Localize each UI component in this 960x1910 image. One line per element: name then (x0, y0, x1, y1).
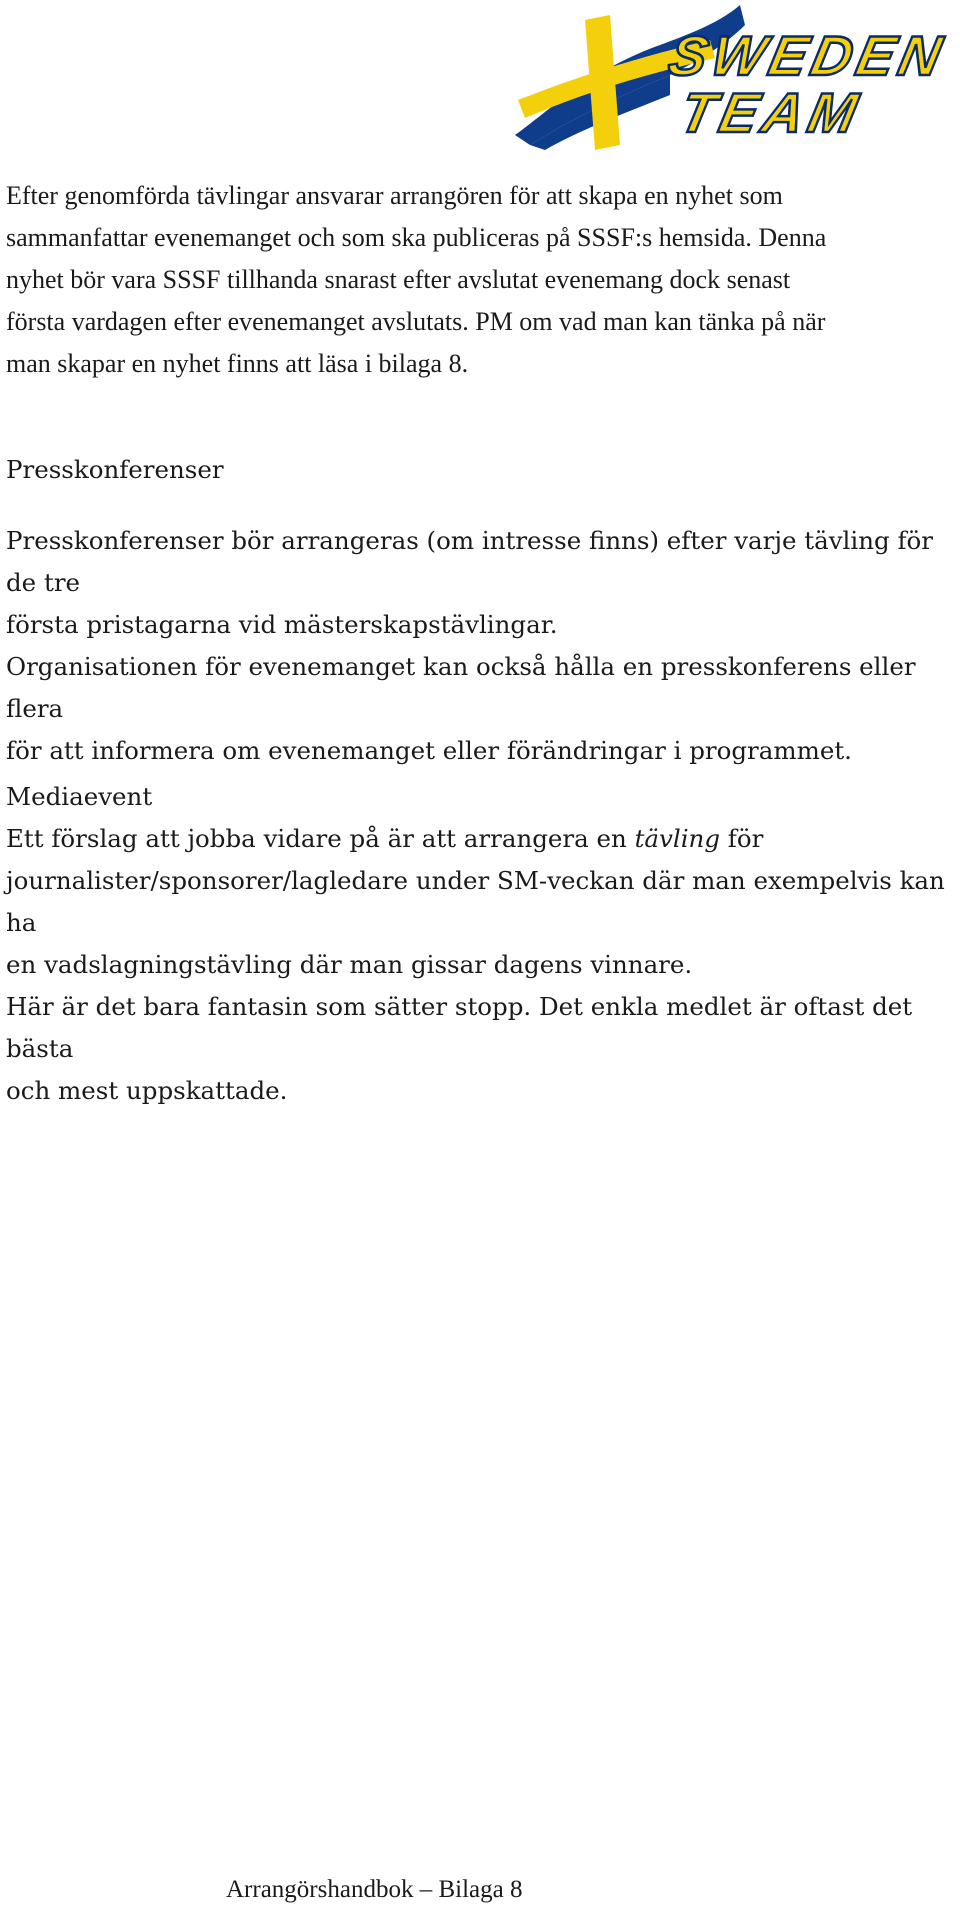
italic-word: tävling (634, 824, 721, 853)
sweden-team-logo (510, 0, 960, 150)
logo-line2: TEAM (674, 81, 863, 144)
heading-text: Mediaevent (6, 782, 153, 811)
text-line: första vardagen efter evenemanget avslutats. PM om vad man kan tänka på när (6, 307, 826, 336)
text-line: en vadslagningstävling där man gissar dagens vinnare. (6, 950, 693, 979)
text-line: nyhet bör vara SSSF tillhanda snarast efter avslutat evenemang dock senast (6, 265, 791, 294)
heading-text: Presskonferenser (6, 455, 224, 484)
text-line: Organisationen för evenemanget kan också hålla en presskonferens eller flera (6, 652, 916, 723)
text-line: sammanfattar evenemanget och som ska publiceras på SSSF:s hemsida. Denna (6, 223, 827, 252)
text-line: första pristagarna vid mästerskapstävlingar. (6, 610, 558, 639)
presskonferenser-paragraph (6, 520, 956, 772)
text-line (6, 818, 956, 860)
text-segment: för (720, 824, 764, 853)
text-line: för att informera om evenemanget eller förändringar i programmet. (6, 736, 852, 765)
text-line: Presskonferenser bör arrangeras (om intresse finns) efter varje tävling för de tre (6, 526, 934, 597)
text-line: och mest uppskattade. (6, 1076, 288, 1105)
mediaevent-paragraph (6, 818, 956, 1112)
text-line: Efter genomförda tävlingar ansvarar arrangören för att skapa en nyhet som (6, 181, 783, 210)
text-line: journalister/sponsorer/lagledare under SM-veckan där man exempelvis kan ha (6, 866, 945, 937)
text-line: man skapar en nyhet finns att läsa i bilaga 8. (6, 349, 469, 378)
text-line: Här är det bara fantasin som sätter stopp. Det enkla medlet är oftast det bästa (6, 992, 913, 1063)
text-segment: Ett förslag att jobba vidare på är att arrangera en (6, 824, 635, 853)
intro-paragraph (6, 175, 956, 385)
page-footer: Arrangörshandbok – Bilaga 8 (226, 1876, 523, 1903)
section-heading-mediaevent (6, 776, 956, 818)
logo-line1: SWEDEN (663, 24, 947, 87)
section-heading-presskonferenser (6, 449, 956, 491)
